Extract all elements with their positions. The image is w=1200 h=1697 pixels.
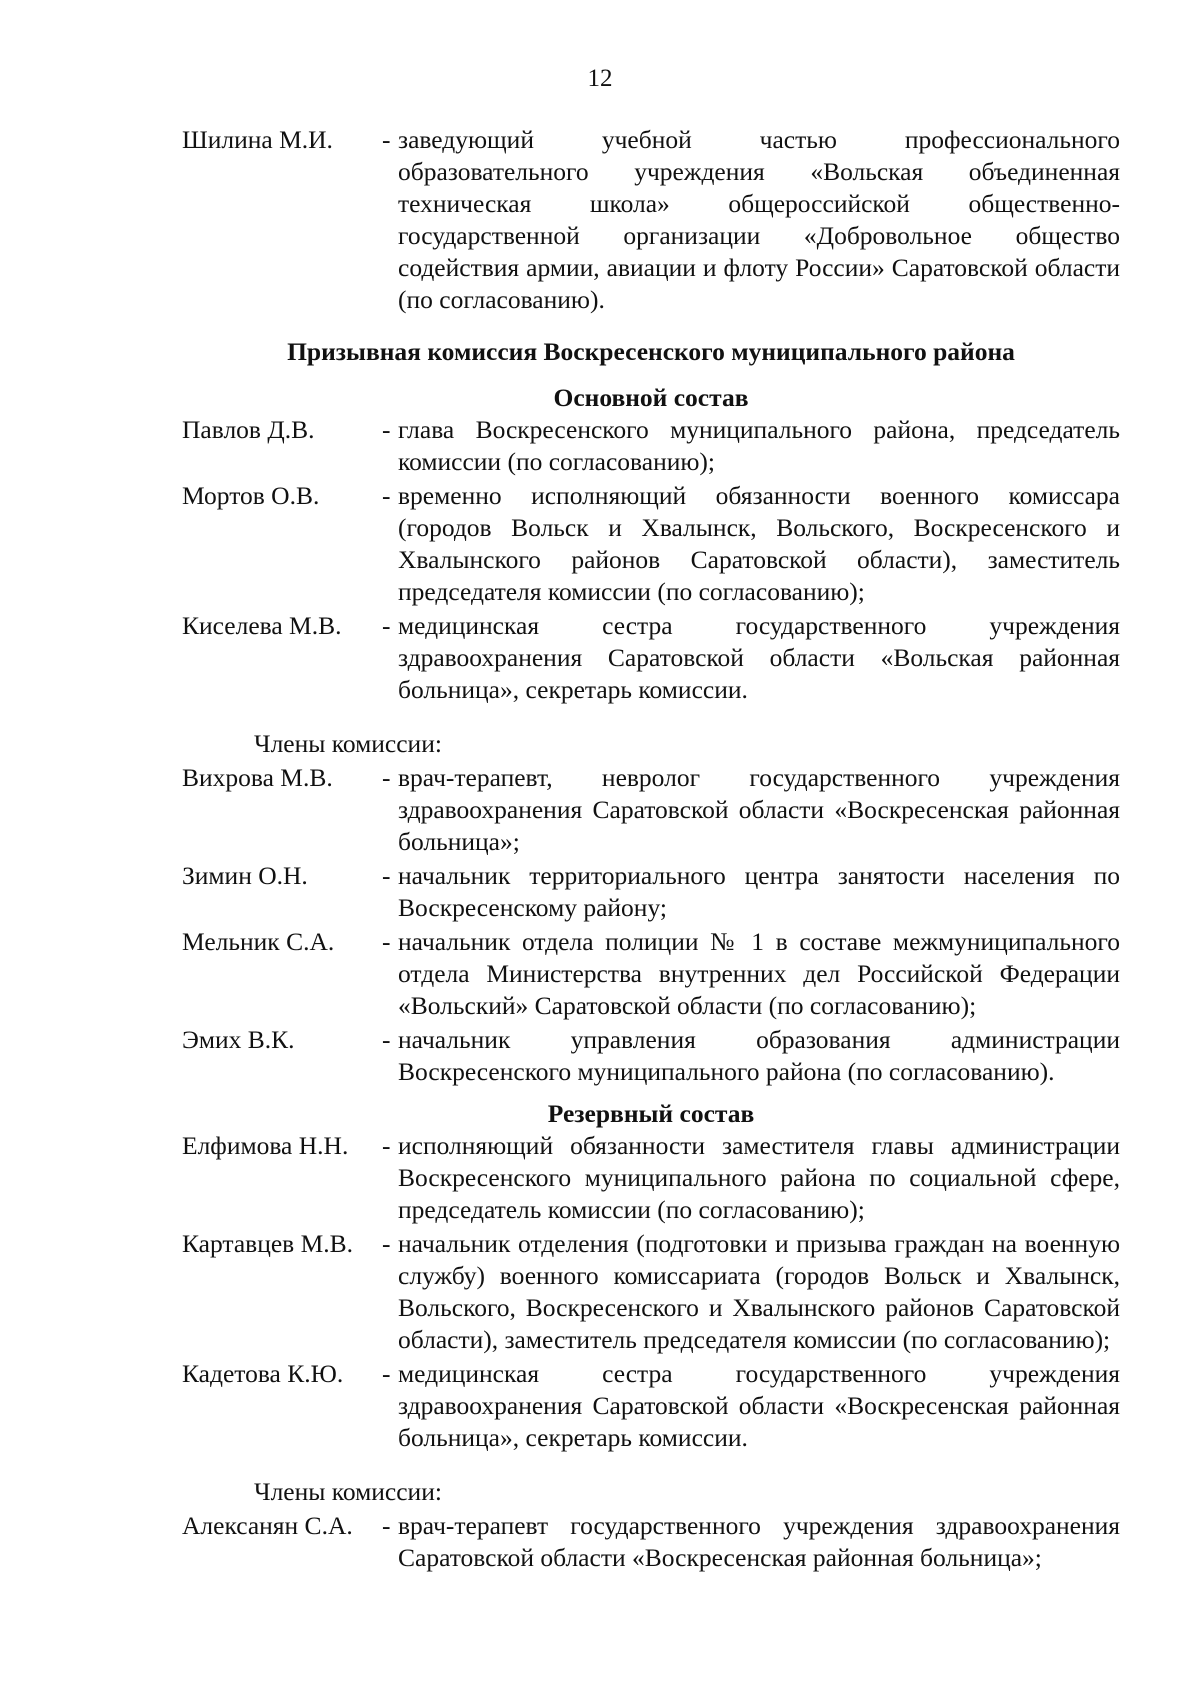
entry-name: Кадетова К.Ю.: [182, 1359, 344, 1388]
entry-name: Вихрова М.В.: [182, 763, 333, 792]
main-members-list: [182, 762, 1120, 1088]
entry-description: врач-терапевт государственного учреждения здравоохранения Саратовской области «Воскресенская районная больница»;: [398, 1511, 1120, 1572]
entry-description: заведующий учебной частью профессионального образовательного учреждения «Вольская объединенная техническая школа» общероссийской общественно-государственной организации «Добровольное общество содействия армии, авиации и флоту России» Саратовской области (по согласованию).: [398, 125, 1120, 314]
entry-description: начальник отделения (подготовки и призыва граждан на военную службу) военного комиссариата (городов Вольск и Хвалынск, Вольского, Воскресенского и Хвалынского районов Саратовской области), заместитель председателя комиссии (по согласованию);: [398, 1229, 1120, 1354]
entry-description: врач-терапевт, невролог государственного учреждения здравоохранения Саратовской области «Воскресенская районная больница»;: [398, 763, 1120, 856]
entry-reserve-leader-0: [182, 1130, 1120, 1226]
entry-name: Елфимова Н.Н.: [182, 1131, 349, 1160]
entry-description: глава Воскресенского муниципального района, председатель комиссии (по согласованию);: [398, 415, 1120, 476]
entry-dash: -: [382, 125, 391, 154]
document-body: [182, 124, 1120, 1576]
reserve-leaders-list: [182, 1130, 1120, 1454]
entry-name: Мельник С.А.: [182, 927, 335, 956]
entry-dash: -: [382, 1131, 391, 1160]
entry-main-leader-0: [182, 414, 1120, 478]
main-composition-title: Основной состав: [553, 383, 749, 412]
entry-description: начальник территориального центра занятости населения по Воскресенскому району;: [398, 861, 1120, 922]
entry-reserve-member-0: [182, 1510, 1120, 1574]
entry-description: начальник отдела полиции № 1 в составе межмуниципального отдела Министерства внутренних дел Российской Федерации «Вольский» Саратовской области (по согласованию);: [398, 927, 1120, 1020]
entry-dash: -: [382, 927, 391, 956]
entry-name: Алексанян С.А.: [182, 1511, 353, 1540]
entry-dash: -: [382, 1511, 391, 1540]
entry-name: Эмих В.К.: [182, 1025, 295, 1054]
entry-dash: -: [382, 611, 391, 640]
entry-description: временно исполняющий обязанности военного комиссара (городов Вольск и Хвалынск, Вольского, Воскресенского и Хвалынского районов Саратовской области), заместитель председателя комиссии (по согласованию);: [398, 481, 1120, 606]
commission-title: Призывная комиссия Воскресенского муниципального района: [287, 337, 1015, 366]
entry-main-leader-2: [182, 610, 1120, 706]
reserve-members-list: [182, 1510, 1120, 1574]
entry-name: Шилина М.И.: [182, 125, 333, 154]
page-number: 12: [587, 65, 613, 92]
entry-name: Киселева М.В.: [182, 611, 342, 640]
main-leaders-list: [182, 414, 1120, 706]
entry-description: исполняющий обязанности заместителя главы администрации Воскресенского муниципального района по социальной сфере, председатель комиссии (по согласованию);: [398, 1131, 1120, 1224]
entry-dash: -: [382, 481, 391, 510]
entry-description: медицинская сестра государственного учреждения здравоохранения Саратовской области «Вольская районная больница», секретарь комиссии.: [398, 611, 1120, 704]
entry-main-leader-1: [182, 480, 1120, 608]
entry-dash: -: [382, 415, 391, 444]
entry-dash: -: [382, 1359, 391, 1388]
entry-main-member-3: [182, 1024, 1120, 1088]
entry-main-member-1: [182, 860, 1120, 924]
entry-reserve-leader-2: [182, 1358, 1120, 1454]
entry-dash: -: [382, 861, 391, 890]
entry-main-member-0: [182, 762, 1120, 858]
entry-dash: -: [382, 1025, 391, 1054]
entry-name: Картавцев М.В.: [182, 1229, 354, 1258]
reserve-members-label: Члены комиссии:: [254, 1477, 442, 1506]
entry-description: начальник управления образования администрации Воскресенского муниципального района (по согласованию).: [398, 1025, 1120, 1086]
entry-dash: -: [382, 763, 391, 792]
entry-name: Павлов Д.В.: [182, 415, 315, 444]
reserve-composition-title: Резервный состав: [547, 1099, 755, 1128]
main-members-label: Члены комиссии:: [254, 729, 442, 758]
entry-name: Мортов О.В.: [182, 481, 320, 510]
entry-dash: -: [382, 1229, 391, 1258]
entry-intro: [182, 124, 1120, 316]
entry-name: Зимин О.Н.: [182, 861, 308, 890]
entry-reserve-leader-1: [182, 1228, 1120, 1356]
entry-description: медицинская сестра государственного учреждения здравоохранения Саратовской области «Воскресенская районная больница», секретарь комиссии.: [398, 1359, 1120, 1452]
entry-main-member-2: [182, 926, 1120, 1022]
